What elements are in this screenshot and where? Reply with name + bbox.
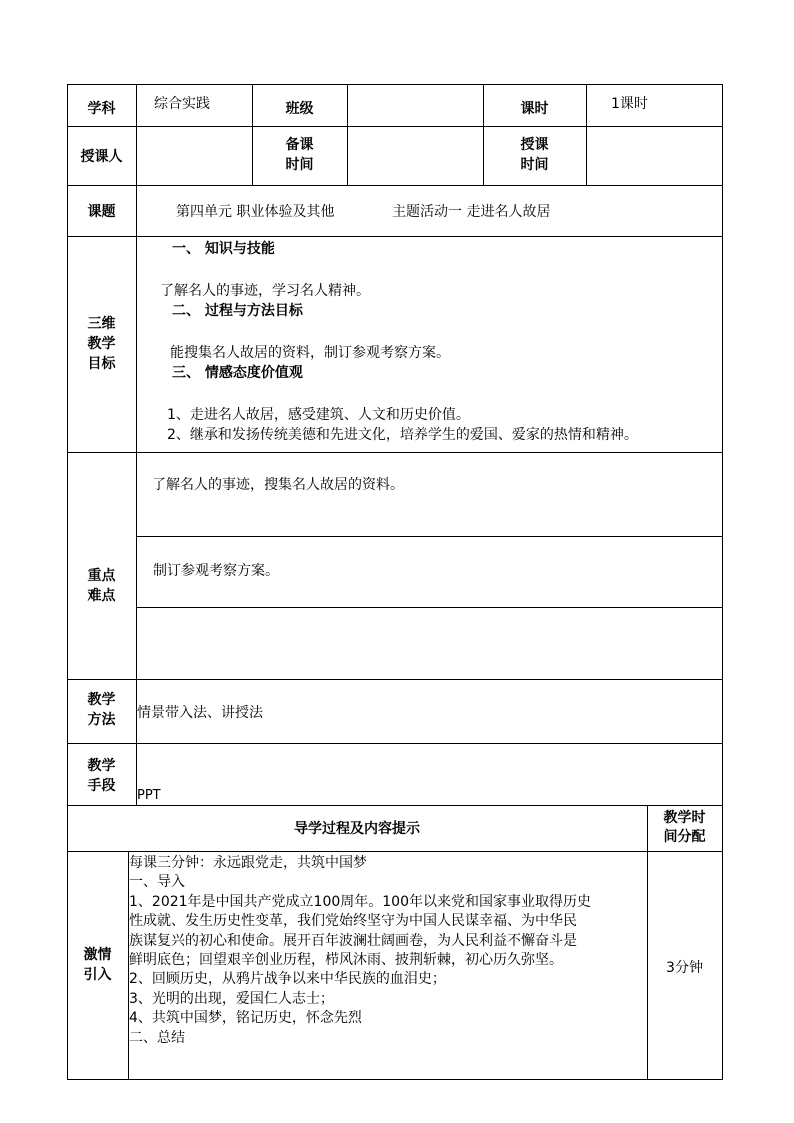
- means-label-line: 手段: [87, 778, 116, 794]
- period-label: 课时: [520, 101, 549, 117]
- intro-line: 2、回顾历史，从鸦片战争以来中华民族的血泪史；: [129, 971, 446, 988]
- method-value: 情景带入法、讲授法: [137, 705, 263, 721]
- time-header-line: 教学时: [663, 810, 706, 826]
- objective-text: 1、走进名人故居，感受建筑、人文和历史价值。: [167, 407, 470, 423]
- means-label-line: 教学: [87, 758, 116, 774]
- intro-label-line: 激情: [83, 947, 112, 963]
- row-border: [67, 679, 723, 680]
- class-label: 班级: [285, 101, 314, 117]
- col-border: [347, 84, 348, 185]
- key-points-label-line: 重点: [87, 568, 116, 584]
- objective-heading: 一、 知识与技能: [172, 241, 275, 257]
- method-label: [67, 690, 136, 730]
- intro-line: 性成就、发生历史性变革，我们党始终坚守为中国人民谋幸福、为中华民: [129, 913, 577, 930]
- topic-unit: 第四单元 职业体验及其他: [176, 204, 335, 220]
- teacher-label: 授课人: [80, 149, 123, 165]
- prep-time-label-line: 备课: [285, 137, 314, 153]
- col-border: [136, 84, 137, 805]
- key-point: 制订参观考察方案。: [153, 563, 279, 579]
- teach-time-label-line: 授课: [520, 137, 549, 153]
- objective-text: 了解名人的事迹，学习名人精神。: [160, 283, 370, 299]
- topic-label: 课题: [87, 204, 116, 220]
- subject-value: 综合实践: [154, 96, 210, 112]
- row-border: [67, 743, 723, 744]
- objectives-label-line: 教学: [87, 336, 116, 352]
- process-header: 导学过程及内容提示: [294, 821, 420, 837]
- intro-content: [129, 854, 646, 1048]
- row-border: [67, 84, 723, 85]
- objectives-label: [67, 314, 136, 374]
- intro-line: 鲜明底色；回望艰辛创业历程，栉风沐雨、披荆斩棘，初心历久弥坚。: [129, 952, 563, 969]
- row-border: [67, 805, 723, 806]
- method-label-line: 方法: [87, 712, 116, 728]
- means-value: PPT: [137, 788, 161, 803]
- teach-time-label-line: 时间: [520, 157, 549, 173]
- prep-time-label-line: 时间: [285, 157, 314, 173]
- row-border: [67, 851, 723, 852]
- row-border: [67, 1079, 723, 1080]
- intro-time: 3分钟: [666, 960, 703, 976]
- objective-text: 2、继承和发扬传统美德和先进文化，培养学生的爱国、爱家的热情和精神。: [167, 427, 638, 443]
- row-border: [67, 185, 723, 186]
- row-border: [136, 536, 723, 537]
- means-label: [67, 756, 136, 796]
- objectives-label-line: 三维: [87, 316, 116, 332]
- row-border: [67, 126, 723, 127]
- key-point: 了解名人的事迹，搜集名人故居的资料。: [152, 477, 404, 493]
- intro-line: 一、导入: [129, 874, 185, 891]
- col-border: [586, 84, 587, 185]
- intro-line: 二、总结: [129, 1029, 185, 1046]
- intro-line: 族谋复兴的初心和使命。展开百年波澜壮阔画卷，为人民利益不懈奋斗是: [129, 932, 577, 949]
- objective-text: 能搜集名人故居的资料，制订参观考察方案。: [170, 345, 450, 361]
- method-label-line: 教学: [87, 692, 116, 708]
- period-value: 1课时: [611, 96, 648, 112]
- row-border: [67, 236, 723, 237]
- objectives-label-line: 目标: [87, 356, 116, 372]
- col-border: [722, 84, 723, 1080]
- objective-heading: 二、 过程与方法目标: [172, 303, 303, 319]
- teach-time-label: [483, 135, 586, 175]
- key-points-label: [67, 566, 136, 606]
- row-border: [67, 452, 723, 453]
- topic-activity: 主题活动一 走进名人故居: [392, 204, 551, 220]
- time-allocation-header: [647, 809, 722, 847]
- objective-heading: 三、 情感态度价值观: [172, 365, 303, 381]
- intro-label-line: 引入: [83, 967, 112, 983]
- prep-time-label: [252, 135, 347, 175]
- intro-line: 每课三分钟：永远跟党走，共筑中国梦: [129, 855, 367, 871]
- intro-line: 3、光明的出现，爱国仁人志士；: [129, 990, 334, 1007]
- subject-label: 学科: [87, 101, 116, 117]
- intro-label: [67, 945, 128, 985]
- intro-line: 4、共筑中国梦，铭记历史，怀念先烈: [129, 1010, 362, 1027]
- key-points-label-line: 难点: [87, 588, 116, 604]
- time-header-line: 间分配: [663, 829, 706, 845]
- intro-line: 1、2021年是中国共产党成立100周年。100年以来党和国家事业取得历史: [129, 893, 591, 910]
- row-border: [136, 607, 723, 608]
